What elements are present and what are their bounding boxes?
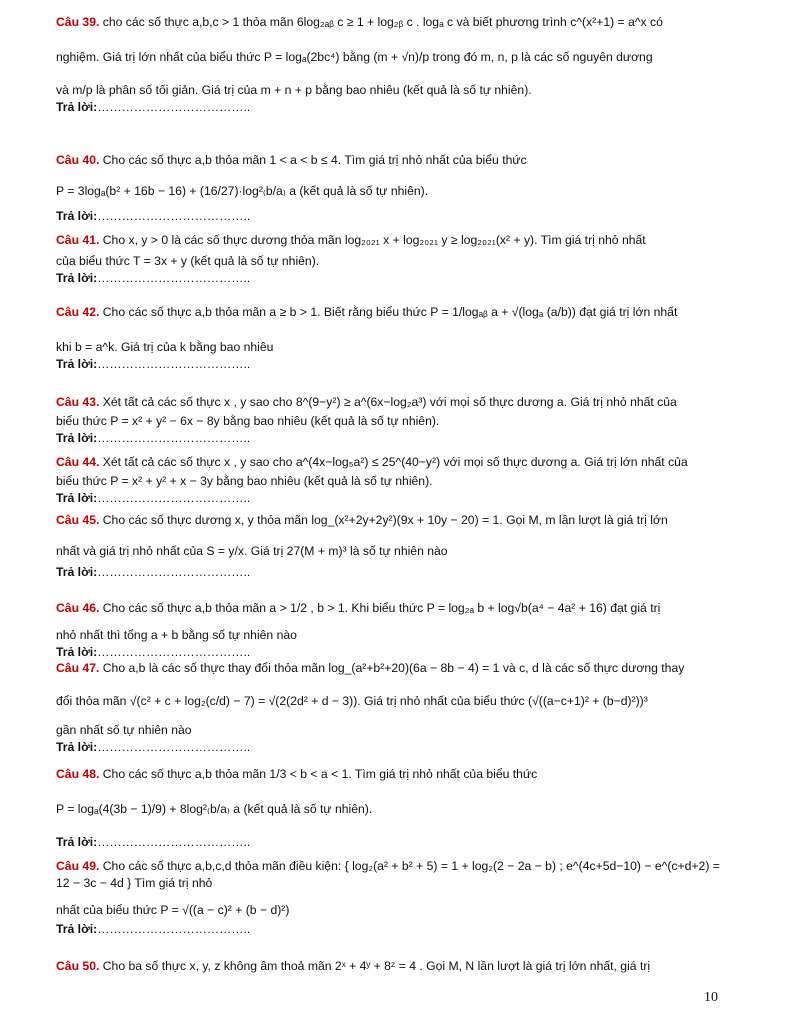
question-line: biểu thức P = x² + y² + x − 3y bằng bao nhiêu (kết quả là số tự nhiên). (56, 474, 433, 488)
question-39 (56, 14, 736, 116)
question-line: Cho ba số thực x, y, z không âm thoả mãn 2ˣ + 4ʸ + 8ᶻ = 4 . Gọi M, N lần lượt là giá trị lớn nhất, giá trị (102, 959, 651, 973)
answer-blank[interactable]: ……………………………….. (97, 645, 251, 659)
question-line: gần nhất số tự nhiên nào (56, 723, 192, 737)
question-40 (56, 152, 736, 225)
question-44 (56, 454, 736, 507)
question-line: P = 3logₐ(b² + 16b − 16) + (16/27)·log²₍b/a₎ a (kết quả là số tự nhiên). (56, 184, 429, 198)
answer-blank[interactable]: ……………………………….. (97, 100, 251, 114)
question-number: Câu 43. (56, 395, 100, 409)
answer-blank[interactable]: ……………………………….. (97, 922, 251, 936)
answer-blank[interactable]: ……………………………….. (97, 565, 251, 579)
question-line: Cho các số thực dương x, y thỏa mãn log_(x²+2y+2y²)(9x + 10y − 20) = 1. Gọi M, m lần lượt là giá trị lớn (102, 513, 668, 527)
question-number: Câu 45. (56, 513, 100, 527)
answer-blank[interactable]: ……………………………….. (97, 835, 251, 849)
question-line: nhất của biểu thức P = √((a − c)² + (b − d)²) (56, 903, 290, 917)
question-number: Câu 42. (56, 305, 100, 319)
question-number: Câu 44. (56, 455, 100, 469)
question-line: P = logₐ(4(3b − 1)/9) + 8log²₍b/a₎ a (kết quả là số tự nhiên). (56, 802, 373, 816)
answer-line: Trả lời:……………………………….. (56, 209, 251, 223)
answer-line: Trả lời:……………………………….. (56, 740, 251, 754)
answer-blank[interactable]: ……………………………….. (97, 271, 251, 285)
question-number: Câu 46. (56, 601, 100, 615)
question-line: nhất và giá trị nhỏ nhất của S = y/x. Giá trị 27(M + m)³ là số tự nhiên nào (56, 544, 448, 558)
question-41 (56, 232, 736, 287)
answer-line: Trả lời:……………………………….. (56, 645, 251, 659)
question-line: nhỏ nhất thì tổng a + b bằng số tự nhiên nào (56, 628, 297, 642)
question-number: Câu 47. (56, 661, 100, 675)
question-line: Cho các số thực a,b,c,d thỏa mãn điều kiện: { log₂(a² + b² + 5) = 1 + log₂(2 − 2a − b) ; e^(4c+5d−10) − e^(c+d+2) = 12 − 3c − 4d } Tìm giá trị nhỏ (56, 859, 720, 890)
question-line: Cho các số thực a,b thỏa mãn 1/3 < b < a < 1. Tìm giá trị nhỏ nhất của biểu thức (102, 767, 538, 781)
answer-line: Trả lời:……………………………….. (56, 431, 251, 445)
question-line: khi b = a^k. Giá trị của k bằng bao nhiêu (56, 340, 274, 354)
question-line: Cho x, y > 0 là các số thực dương thỏa mãn log₂₀₂₁ x + log₂₀₂₁ y ≥ log₂₀₂₁(x² + y). Tìm giá trị nhỏ nhất (102, 233, 646, 247)
question-number: Câu 49. (56, 859, 100, 873)
question-46 (56, 600, 736, 661)
question-line: biểu thức P = x² + y² − 6x − 8y bằng bao nhiêu (kết quả là số tự nhiên). (56, 414, 440, 428)
answer-line: Trả lời:……………………………….. (56, 271, 251, 285)
answer-line: Trả lời:……………………………….. (56, 100, 251, 114)
question-number: Câu 50. (56, 959, 100, 973)
answer-line: Trả lời:……………………………….. (56, 835, 251, 849)
question-line: Cho a,b là các số thực thay đổi thỏa mãn log_(a²+b²+20)(6a − 8b − 4) = 1 và c, d là các số thực dương thay (102, 661, 685, 675)
question-line: Cho các số thực a,b thỏa mãn a ≥ b > 1. Biết rằng biểu thức P = 1/logₐᵦ a + √(logₐ (a/b)) đạt giá trị lớn nhất (102, 305, 678, 319)
answer-line: Trả lời:……………………………….. (56, 565, 251, 579)
question-49 (56, 858, 736, 938)
question-line: Xét tất cả các số thực x , y sao cho 8^(9−y²) ≥ a^(6x−log₂a³) với mọi số thực dương a. Giá trị nhỏ nhất của (102, 395, 677, 409)
question-50 (56, 958, 736, 975)
question-number: Câu 48. (56, 767, 100, 781)
question-47 (56, 660, 736, 756)
answer-line: Trả lời:……………………………….. (56, 922, 251, 936)
page-number: 10 (704, 990, 718, 1005)
answer-blank[interactable]: ……………………………….. (97, 491, 251, 505)
answer-blank[interactable]: ……………………………….. (97, 209, 251, 223)
answer-blank[interactable]: ……………………………….. (97, 431, 251, 445)
question-line: và m/p là phân số tối giản. Giá trị của m + n + p bằng bao nhiêu (kết quả là số tự nhiên). (56, 83, 532, 97)
answer-blank[interactable]: ……………………………….. (97, 740, 251, 754)
question-line: Cho các số thực a,b thỏa mãn 1 < a < b ≤ 4. Tìm giá trị nhỏ nhất của biểu thức (102, 153, 527, 167)
question-number: Câu 39. (56, 15, 100, 29)
question-45 (56, 512, 736, 581)
question-line: cho các số thực a,b,c > 1 thỏa mãn 6log₂ₐᵦ c ≥ 1 + log₂ᵦ c . logₐ c và biết phương trình c^(x²+1) = a^x có (102, 15, 663, 29)
question-line: Xét tất cả các số thực x , y sao cho a^(4x−log₅a²) ≤ 25^(40−y²) với mọi số thực dương a. Giá trị lớn nhất của (102, 455, 688, 469)
question-line: của biểu thức T = 3x + y (kết quả là số tự nhiên). (56, 254, 320, 268)
answer-line: Trả lời:……………………………….. (56, 357, 251, 371)
question-line: đổi thỏa mãn √(c² + c + log₂(c/d) − 7) = √(2(2d² + d − 3)). Giá trị nhỏ nhất của biểu thức (√((a−c+1)² + (b−d)²))³ (56, 694, 648, 708)
question-number: Câu 40. (56, 153, 100, 167)
question-line: nghiệm. Giá trị lớn nhất của biểu thức P = logₐ(2bc⁴) bằng (m + √n)/p trong đó m, n, p là các số nguyên dương (56, 50, 653, 64)
question-number: Câu 41. (56, 233, 100, 247)
answer-line: Trả lời:……………………………….. (56, 491, 251, 505)
question-43 (56, 394, 736, 447)
question-42 (56, 304, 736, 373)
question-line: Cho các số thực a,b thỏa mãn a > 1/2 , b > 1. Khi biểu thức P = log₂ₐ b + log√b(a⁴ − 4a² + 16) đạt giá trị (102, 601, 661, 615)
question-48 (56, 766, 736, 851)
answer-blank[interactable]: ……………………………….. (97, 357, 251, 371)
